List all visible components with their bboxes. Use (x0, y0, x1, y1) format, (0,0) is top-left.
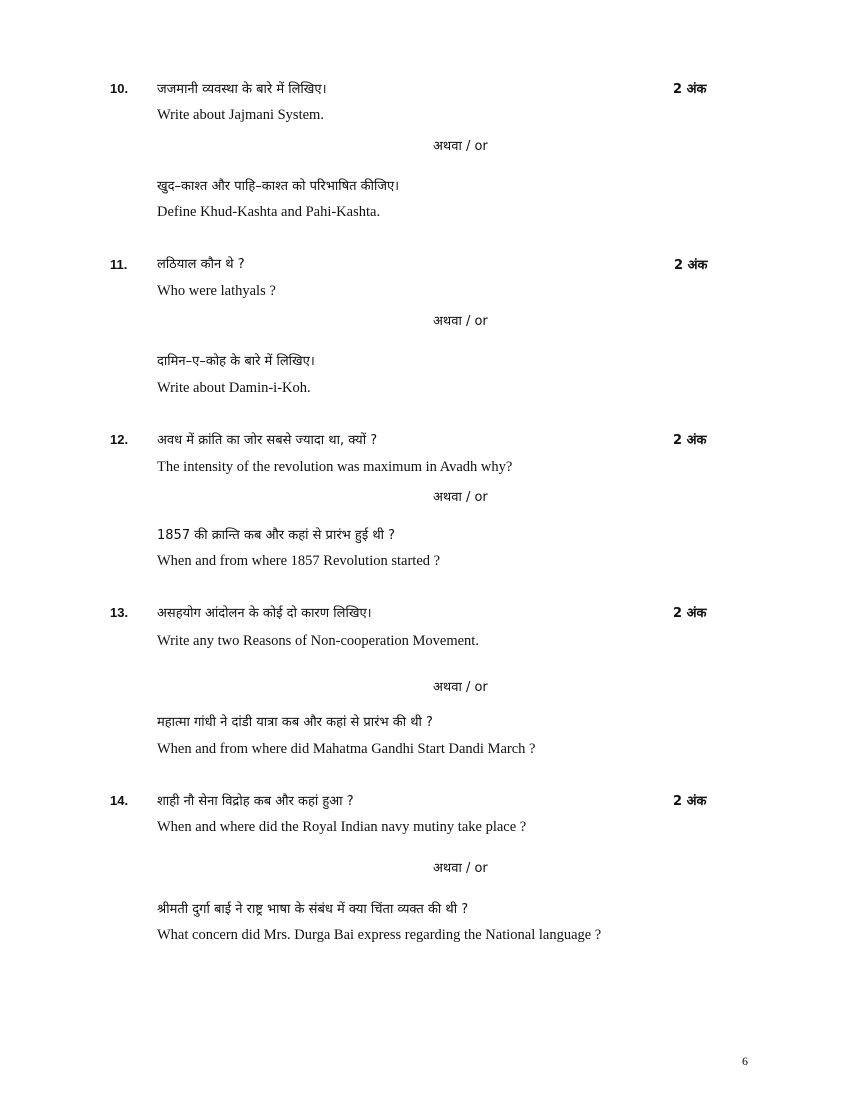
question-text-english: Write about Jajmani System. (157, 107, 324, 123)
question-text-hindi: अवध में क्रांति का जोर सबसे ज्यादा था, क्यों ? (157, 433, 378, 448)
page-number: 6 (742, 1054, 748, 1068)
question-text-english: Write any two Reasons of Non-cooperation Movement. (157, 633, 479, 649)
question-text-english: The intensity of the revolution was maximum in Avadh why? (157, 459, 513, 475)
question-number: 14. (110, 793, 129, 808)
or-separator: अथवा / or (433, 861, 488, 876)
question-text-english: Who were lathyals ? (157, 283, 276, 299)
or-separator: अथवा / or (433, 680, 488, 695)
alternate-question-english: Define Khud-Kashta and Pahi-Kashta. (157, 204, 381, 220)
question-text-hindi: असहयोग आंदोलन के कोई दो कारण लिखिए। (157, 606, 372, 621)
alternate-question-hindi: खुद–काश्त और पाहि–काश्त को परिभाषित कीजिए। (157, 179, 400, 194)
question-text-english: When and where did the Royal Indian navy mutiny take place ? (157, 819, 527, 835)
marks-label: 2 अंक (673, 82, 707, 97)
alternate-question-hindi: श्रीमती दुर्गा बाई ने राष्ट्र भाषा के संबंध में क्या चिंता व्यक्त की थी ? (157, 902, 469, 917)
question-number: 11. (110, 257, 128, 272)
marks-label: 2 अंक (673, 794, 707, 809)
question-text-hindi: जजमानी व्यवस्था के बारे में लिखिए। (157, 82, 327, 97)
question-number: 12. (110, 432, 129, 447)
alternate-question-hindi: महात्मा गांधी ने दांडी यात्रा कब और कहां से प्रारंभ की थी ? (157, 715, 433, 730)
or-separator: अथवा / or (433, 139, 488, 154)
alternate-question-english: Write about Damin-i-Koh. (157, 380, 311, 396)
question-text-hindi: लठियाल कौन थे ? (157, 257, 245, 272)
question-text-hindi: शाही नौ सेना विद्रोह कब और कहां हुआ ? (157, 794, 354, 809)
question-number: 13. (110, 605, 129, 620)
question-number: 10. (110, 81, 129, 96)
marks-label: 2 अंक (673, 606, 707, 621)
alternate-question-hindi: 1857 की क्रान्ति कब और कहां से प्रारंभ हुई थी ? (157, 528, 396, 543)
alternate-question-english: When and from where did Mahatma Gandhi Start Dandi March ? (157, 741, 536, 757)
or-separator: अथवा / or (433, 314, 488, 329)
marks-label: 2 अंक (673, 433, 707, 448)
alternate-question-hindi: दामिन–ए–कोह के बारे में लिखिए। (157, 354, 315, 369)
alternate-question-english: When and from where 1857 Revolution started ? (157, 553, 441, 569)
marks-label: 2 अंक (674, 258, 708, 273)
alternate-question-english: What concern did Mrs. Durga Bai express regarding the National language ? (157, 927, 602, 943)
or-separator: अथवा / or (433, 490, 488, 505)
